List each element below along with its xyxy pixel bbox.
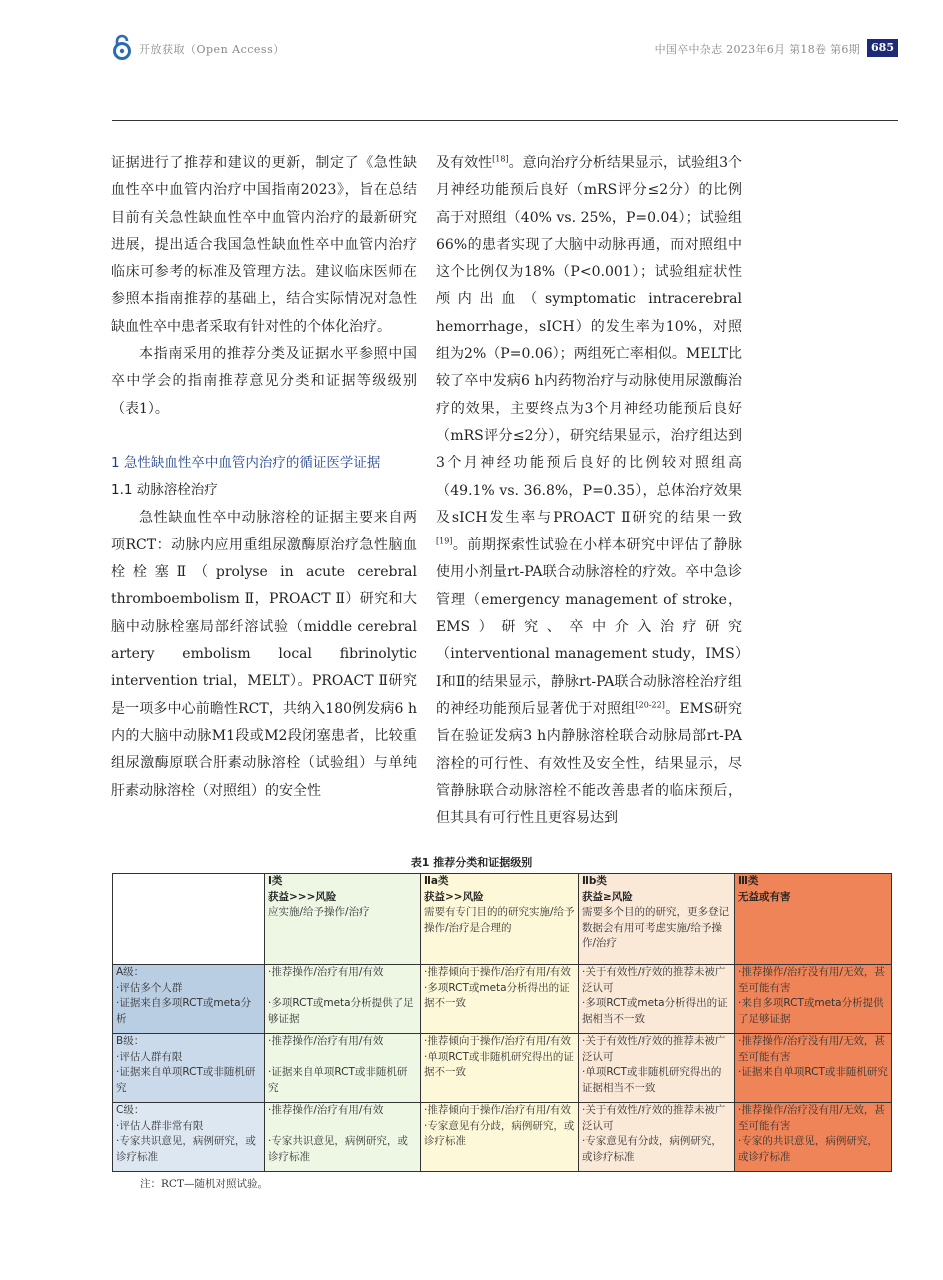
evidence-level: A级： ·评估多个人群 ·证据来自多项RCT或meta分析 [113, 965, 265, 1034]
table-cell: ·关于有效性/疗效的推荐未被广泛认可 ·专家意见有分歧，病例研究，或诊疗标准 [579, 1103, 735, 1172]
class-description: 应实施/给予操作/治疗 [268, 906, 370, 918]
body-paragraph: 证据进行了推荐和建议的更新，制定了《急性缺血性卒中血管内治疗中国指南2023》，旨在总结目前有关急性缺血性卒中血管内治疗的最新研究进展，提出适合我国急性缺血性卒中血管内治疗临床可参考的标准及管理方法。建议临床医师在参照本指南推荐的基础上，结合实际情况对急性缺血性卒中患者采取有针对性的个体化治疗。 [111, 155, 417, 335]
class-benefit: 获益≥风险 [582, 890, 633, 903]
table-cell: ·推荐倾向于操作/治疗有用/有效 ·专家意见有分歧，病例研究，或诊疗标准 [421, 1103, 579, 1172]
table-cell: ·推荐操作/治疗没有用/无效，甚至可能有害 ·证据来自单项RCT或非随机研究 [735, 1034, 892, 1103]
text-segment: 。EMS研究旨在验证发病3 h内静脉溶栓联合动脉局部rt-PA溶栓的可行性、有效性及安全性，结果显示，尽管静脉联合动脉溶栓不能改善患者的临床预后，但其具有可行性且更容易达到 [436, 700, 742, 827]
table-corner [113, 874, 265, 965]
table-caption: 表1 推荐分类和证据级别 [410, 856, 533, 869]
page-number: 685 [867, 39, 898, 57]
table-cell: ·推荐操作/治疗有用/有效 ·证据来自单项RCT或非随机研究 [265, 1034, 421, 1103]
class-header [421, 874, 579, 965]
body-paragraph: 本指南采用的推荐分类及证据水平参照中国卒中学会的指南推荐意见分类和证据等级级别（表1）。 [111, 346, 417, 417]
citation-ref: [19] [436, 536, 453, 546]
table-cell: ·关于有效性/疗效的推荐未被广泛认可 ·多项RCT或meta分析得出的证据相当不一致 [579, 965, 735, 1034]
table-cell: ·推荐倾向于操作/治疗有用/有效 ·单项RCT或非随机研究得出的证据不一致 [421, 1034, 579, 1103]
class-name: Ⅰ类 [268, 875, 283, 887]
table-row [113, 965, 892, 1034]
class-header [265, 874, 421, 965]
text-segment: 。意向治疗分析结果显示，试验组3个月神经功能预后良好（mRS评分≤2分）的比例高于对照组（40% vs. 25%，P=0.04）；试验组66%的患者实现了大脑中动脉再通，而对照组中这个比例仅为18%（P<0.001）；试验组症状性颅内出血（symptomatic intracerebral hemorrhage，sICH）的发生率为10%，对照组为2%（P=0.06）；两组死亡率相似。MELT比较了卒中发病6 h内药物治疗与动脉使用尿激酶治疗的效果，主要终点为3个月神经功能预后良好（mRS评分≤2分），研究结果显示，治疗组达到3个月神经功能预后良好的比例较对照组高（49.1% vs. 36.8%，P=0.35），总体治疗效果及sICH发生率与PROACT Ⅱ研究的结果一致 [436, 155, 743, 526]
text-segment: 及有效性 [436, 155, 493, 171]
table-row [113, 1034, 892, 1103]
evidence-level: B级： ·评估人群有限 ·证据来自单项RCT或非随机研究 [113, 1034, 265, 1103]
table-cell: ·推荐操作/治疗有用/有效 ·专家共识意见，病例研究，或诊疗标准 [265, 1103, 421, 1172]
open-access-label: 开放获取（Open Access） [139, 43, 285, 56]
journal-info: 中国卒中杂志 2023年6月 第18卷 第6期 [654, 43, 860, 56]
class-description: 需要有专门目的的研究实施/给予操作/治疗是合理的 [424, 906, 575, 934]
table-cell: ·关于有效性/疗效的推荐未被广泛认可 ·单项RCT或非随机研究得出的证据相当不一致 [579, 1034, 735, 1103]
paragraph-gap [111, 423, 417, 450]
table-note: 注：RCT—随机对照试验。 [140, 1178, 268, 1190]
class-header [579, 874, 735, 965]
class-name: Ⅱb类 [582, 875, 607, 887]
class-benefit: 无益或有害 [738, 890, 791, 903]
body-paragraph: 急性缺血性卒中动脉溶栓的证据主要来自两项RCT：动脉内应用重组尿激酶原治疗急性脑血栓栓塞Ⅱ（prolyse in acute cerebral thromboembolism Ⅱ，PROACT Ⅱ）研究和大脑中动脉栓塞局部纤溶试验（middle cerebral artery embolism local fibrinolytic intervention trial，MELT）。PROACT Ⅱ研究是一项多中心前瞻性RCT，共纳入180例发病6 h内的大脑中动脉M1段或M2段闭塞患者，比较重组尿激酶原联合肝素动脉溶栓（试验组）与单纯肝素动脉溶栓（对照组）的安全性 [111, 509, 417, 799]
class-header [735, 874, 892, 965]
header-divider [112, 120, 898, 121]
table-cell: ·推荐操作/治疗没有用/无效，甚至可能有害 ·专家的共识意见，病例研究，或诊疗标准 [735, 1103, 892, 1172]
recommendation-table [112, 873, 892, 1172]
text-segment: 。前期探索性试验在小样本研究中评估了静脉使用小剂量rt-PA联合动脉溶栓的疗效。卒中急诊管理（emergency management of stroke，EMS）研究、卒中介入治疗研究（interventional management study，IMS）Ⅰ和Ⅱ的结果显示，静脉rt-PA联合动脉溶栓治疗组的神经功能预后显著优于对照组 [436, 537, 742, 717]
evidence-level: C级： ·评估人群非常有限 ·专家共识意见，病例研究，或诊疗标准 [113, 1103, 265, 1172]
open-access-icon [111, 34, 133, 60]
table-cell: ·推荐倾向于操作/治疗有用/有效 ·多项RCT或meta分析得出的证据不一致 [421, 965, 579, 1034]
class-description: 需要多个目的的研究，更多登记数据会有用可考虑实施/给予操作/治疗 [582, 906, 729, 949]
class-name: Ⅱa类 [424, 875, 449, 887]
table-row [113, 1103, 892, 1172]
class-name: Ⅲ类 [738, 875, 759, 887]
left-text-column [111, 150, 417, 805]
page-header [111, 34, 898, 64]
citation-ref: [20-22] [635, 700, 665, 710]
table-cell: ·推荐操作/治疗没有用/无效，甚至可能有害 ·来自多项RCT或meta分析提供了足够证据 [735, 965, 892, 1034]
class-benefit: 获益>>风险 [424, 890, 484, 903]
class-benefit: 获益>>>风险 [268, 890, 337, 903]
right-text-column [436, 150, 742, 832]
subsection-heading: 1.1 动脉溶栓治疗 [111, 482, 218, 499]
citation-ref: [18] [492, 154, 509, 164]
right-paragraph [436, 150, 742, 832]
section-heading: 1 急性缺血性卒中血管内治疗的循证医学证据 [111, 454, 381, 471]
table-cell: ·推荐操作/治疗有用/有效 ·多项RCT或meta分析提供了足够证据 [265, 965, 421, 1034]
